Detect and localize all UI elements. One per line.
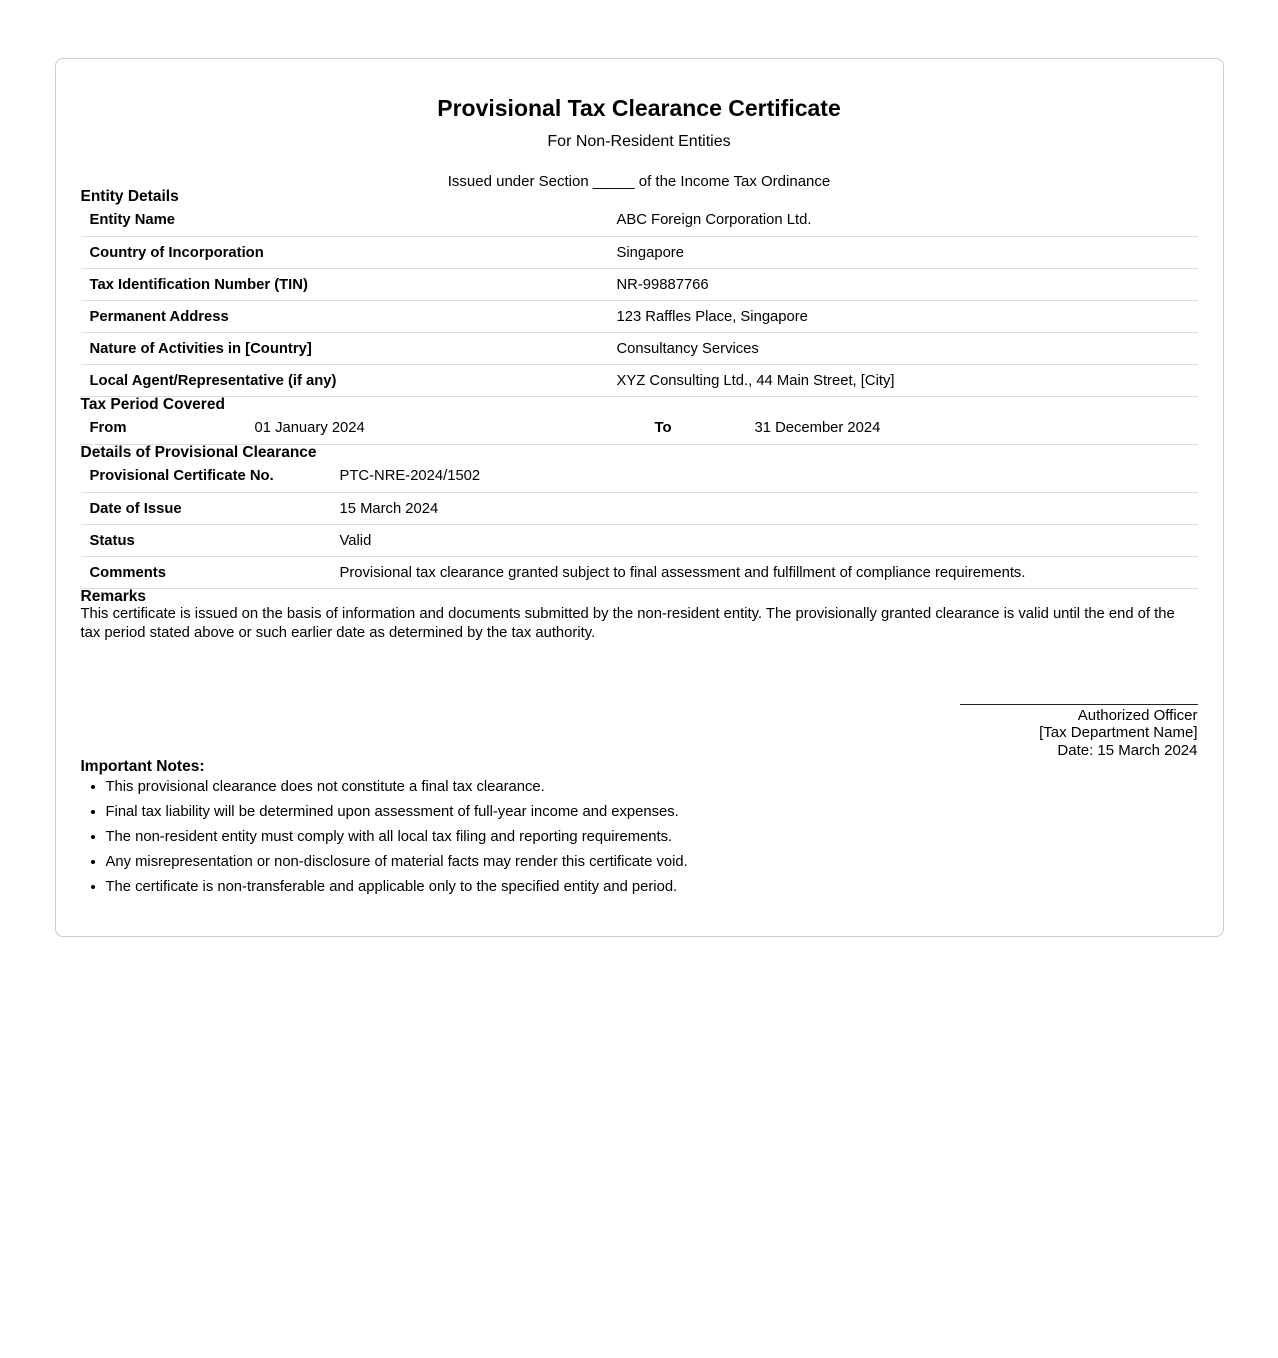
table-row	[81, 237, 1198, 269]
field-value: XYZ Consulting Ltd., 44 Main Street, [City]	[608, 365, 1198, 397]
signature-date: Date: 15 March 2024	[1057, 741, 1198, 759]
table-row	[81, 365, 1198, 397]
page-title: Provisional Tax Clearance Certificate	[437, 95, 841, 121]
page-background	[0, 58, 1278, 1358]
note-item: • The certificate is non-transferable and applicable only to the specified entity and period.	[106, 875, 1198, 900]
clearance-details-heading: Details of Provisional Clearance	[80, 444, 317, 461]
table-row	[81, 333, 1198, 365]
issued-under-line: Issued under Section _____ of the Income Tax Ordinance	[447, 173, 831, 190]
field-label: Permanent Address	[81, 301, 608, 333]
table-row	[81, 205, 1198, 237]
field-label: Tax Identification Number (TIN)	[81, 269, 608, 301]
important-notes-heading: Important Notes:	[80, 758, 205, 775]
entity-details-heading: Entity Details	[80, 188, 179, 205]
remarks-text: This certificate is issued on the basis of information and documents submitted by the non-resident entity. The provisionally granted clearance is valid until the end of the tax period stated above or such earlier date as determined by the tax authority.	[80, 605, 1175, 641]
field-label: Local Agent/Representative (if any)	[81, 365, 608, 397]
field-label: Country of Incorporation	[81, 237, 608, 269]
field-value: Singapore	[608, 237, 1198, 269]
from-value: 01 January 2024	[246, 413, 646, 445]
to-value: 31 December 2024	[746, 413, 1198, 445]
to-label: To	[646, 413, 746, 445]
important-notes-list	[81, 775, 1198, 900]
signature-officer-title: Authorized Officer	[1077, 706, 1198, 724]
from-label: From	[81, 413, 246, 445]
field-value: Provisional tax clearance granted subject to final assessment and fulfillment of compliance requirements.	[331, 557, 1198, 589]
signature-department: [Tax Department Name]	[1039, 724, 1198, 741]
field-value: 123 Raffles Place, Singapore	[608, 301, 1198, 333]
field-label: Entity Name	[81, 205, 608, 237]
certificate-card	[55, 58, 1224, 937]
note-item: • Any misrepresentation or non-disclosure of material facts may render this certificate void.	[106, 850, 1198, 875]
table-row	[81, 269, 1198, 301]
field-value: 15 March 2024	[331, 493, 1198, 525]
field-value: ABC Foreign Corporation Ltd.	[608, 205, 1198, 237]
clearance-details-table	[81, 461, 1198, 590]
field-value: PTC-NRE-2024/1502	[331, 461, 1198, 493]
field-value: Consultancy Services	[608, 333, 1198, 365]
table-row	[81, 557, 1198, 589]
note-item: • This provisional clearance does not constitute a final tax clearance.	[106, 775, 1198, 800]
signature-line	[960, 704, 1198, 705]
note-item: • Final tax liability will be determined upon assessment of full-year income and expenses.	[106, 800, 1198, 825]
entity-details-table	[81, 205, 1198, 398]
tax-period-table	[81, 413, 1198, 446]
remarks-heading: Remarks	[80, 588, 146, 605]
signature-block	[960, 704, 1198, 760]
table-row	[81, 461, 1198, 493]
note-item: • The non-resident entity must comply with all local tax filing and reporting requirements.	[106, 825, 1198, 850]
field-value: Valid	[331, 525, 1198, 557]
table-row	[81, 413, 1198, 445]
page-subtitle: For Non-Resident Entities	[547, 133, 731, 150]
field-label: Nature of Activities in [Country]	[81, 333, 608, 365]
table-row	[81, 493, 1198, 525]
field-label: Date of Issue	[81, 493, 331, 525]
tax-period-heading: Tax Period Covered	[80, 396, 225, 413]
field-value: NR-99887766	[608, 269, 1198, 301]
table-row	[81, 525, 1198, 557]
field-label: Provisional Certificate No.	[81, 461, 331, 493]
table-row	[81, 301, 1198, 333]
field-label: Status	[81, 525, 331, 557]
field-label: Comments	[81, 557, 331, 589]
